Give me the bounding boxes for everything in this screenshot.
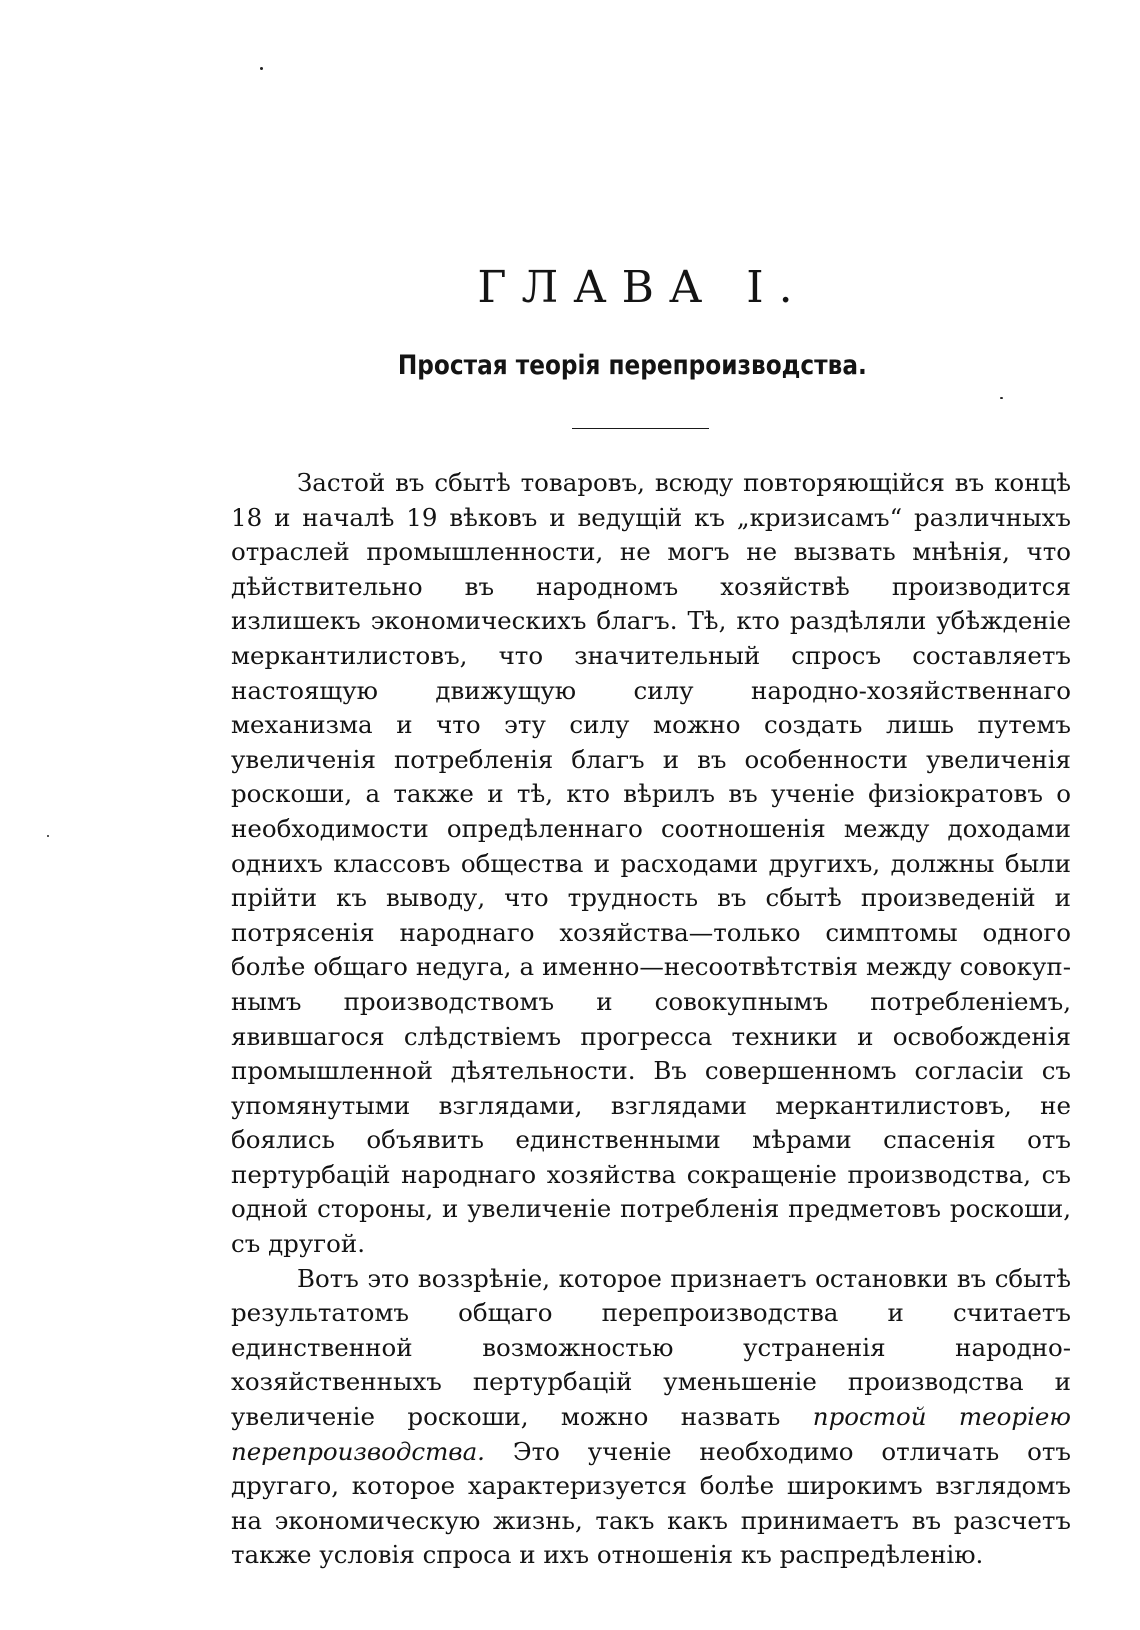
paragraph-2-rest: Это ученіе необходимо отличать отъ другаго, которое характеризуется болѣе широкимъ взглядомъ на экономическую жизнь, такъ какъ принимаетъ въ разсчетъ также условія спроса и ихъ отношенія къ распредѣленію. <box>231 1436 1071 1570</box>
ink-speck <box>260 67 263 70</box>
paragraph-2-lead: Вотъ это воззрѣніе, которое признаетъ остановки въ сбытѣ результатомъ общаго перепроизводства и считаетъ единственной возможностью устраненія народно-хозяйственныхъ пертурбацій уменьшеніе производства и увеличеніе роскоши, можно назвать <box>231 1263 1071 1432</box>
chapter-title: Простая теорія перепроизводства. <box>397 350 867 381</box>
paragraph-2 <box>231 1262 1071 1573</box>
title-divider <box>572 428 709 429</box>
ink-speck <box>1000 397 1003 399</box>
ink-speck <box>47 835 49 837</box>
chapter-heading: ГЛАВА I. <box>477 262 808 313</box>
paragraph-1: Застой въ сбытѣ товаровъ, всюду повторяющійся въ концѣ 18 и началѣ 19 вѣковъ и ведущій къ „кризисамъ“ различныхъ отраслей промышленности, не могъ не вызвать мнѣнія, что дѣйствительно въ народномъ хозяйствѣ производится излишекъ экономическихъ благъ. Тѣ, кто раздѣляли убѣжденіе меркантилистовъ, что значительный спросъ составляетъ настоящую движущую силу народно-хозяйственнаго механизма и что эту силу можно создать лишь путемъ увеличенія потребленія благъ и въ особенности увеличенія роскоши, а также и тѣ, кто вѣрилъ въ ученіе физіократовъ о необходимости опредѣленнаго соотношенія между доходами однихъ классовъ общества и расходами другихъ, должны были прійти къ выводу, что трудность въ сбытѣ произведеній и потрясенія народнаго хозяйства—только симптомы одного болѣе общаго недуга, а именно—несоотвѣтствія между совокупнымъ производствомъ и совокупнымъ потребленіемъ, явившагося слѣдствіемъ прогресса техники и освобожденія промышленной дѣятельности. Въ совершенномъ согласіи съ упомянутыми взглядами, взглядами меркантилистовъ, не боялись объявить единственными мѣрами спасенія отъ пертурбацій народнаго хозяйства сокращеніе производства, съ одной стороны, и увеличеніе потребленія предметовъ роскоши, съ другой. <box>231 468 1071 1259</box>
theory-term-emphasis: простой теоріею перепроизводства. <box>231 1402 1071 1466</box>
chapter-body <box>231 466 1071 1573</box>
